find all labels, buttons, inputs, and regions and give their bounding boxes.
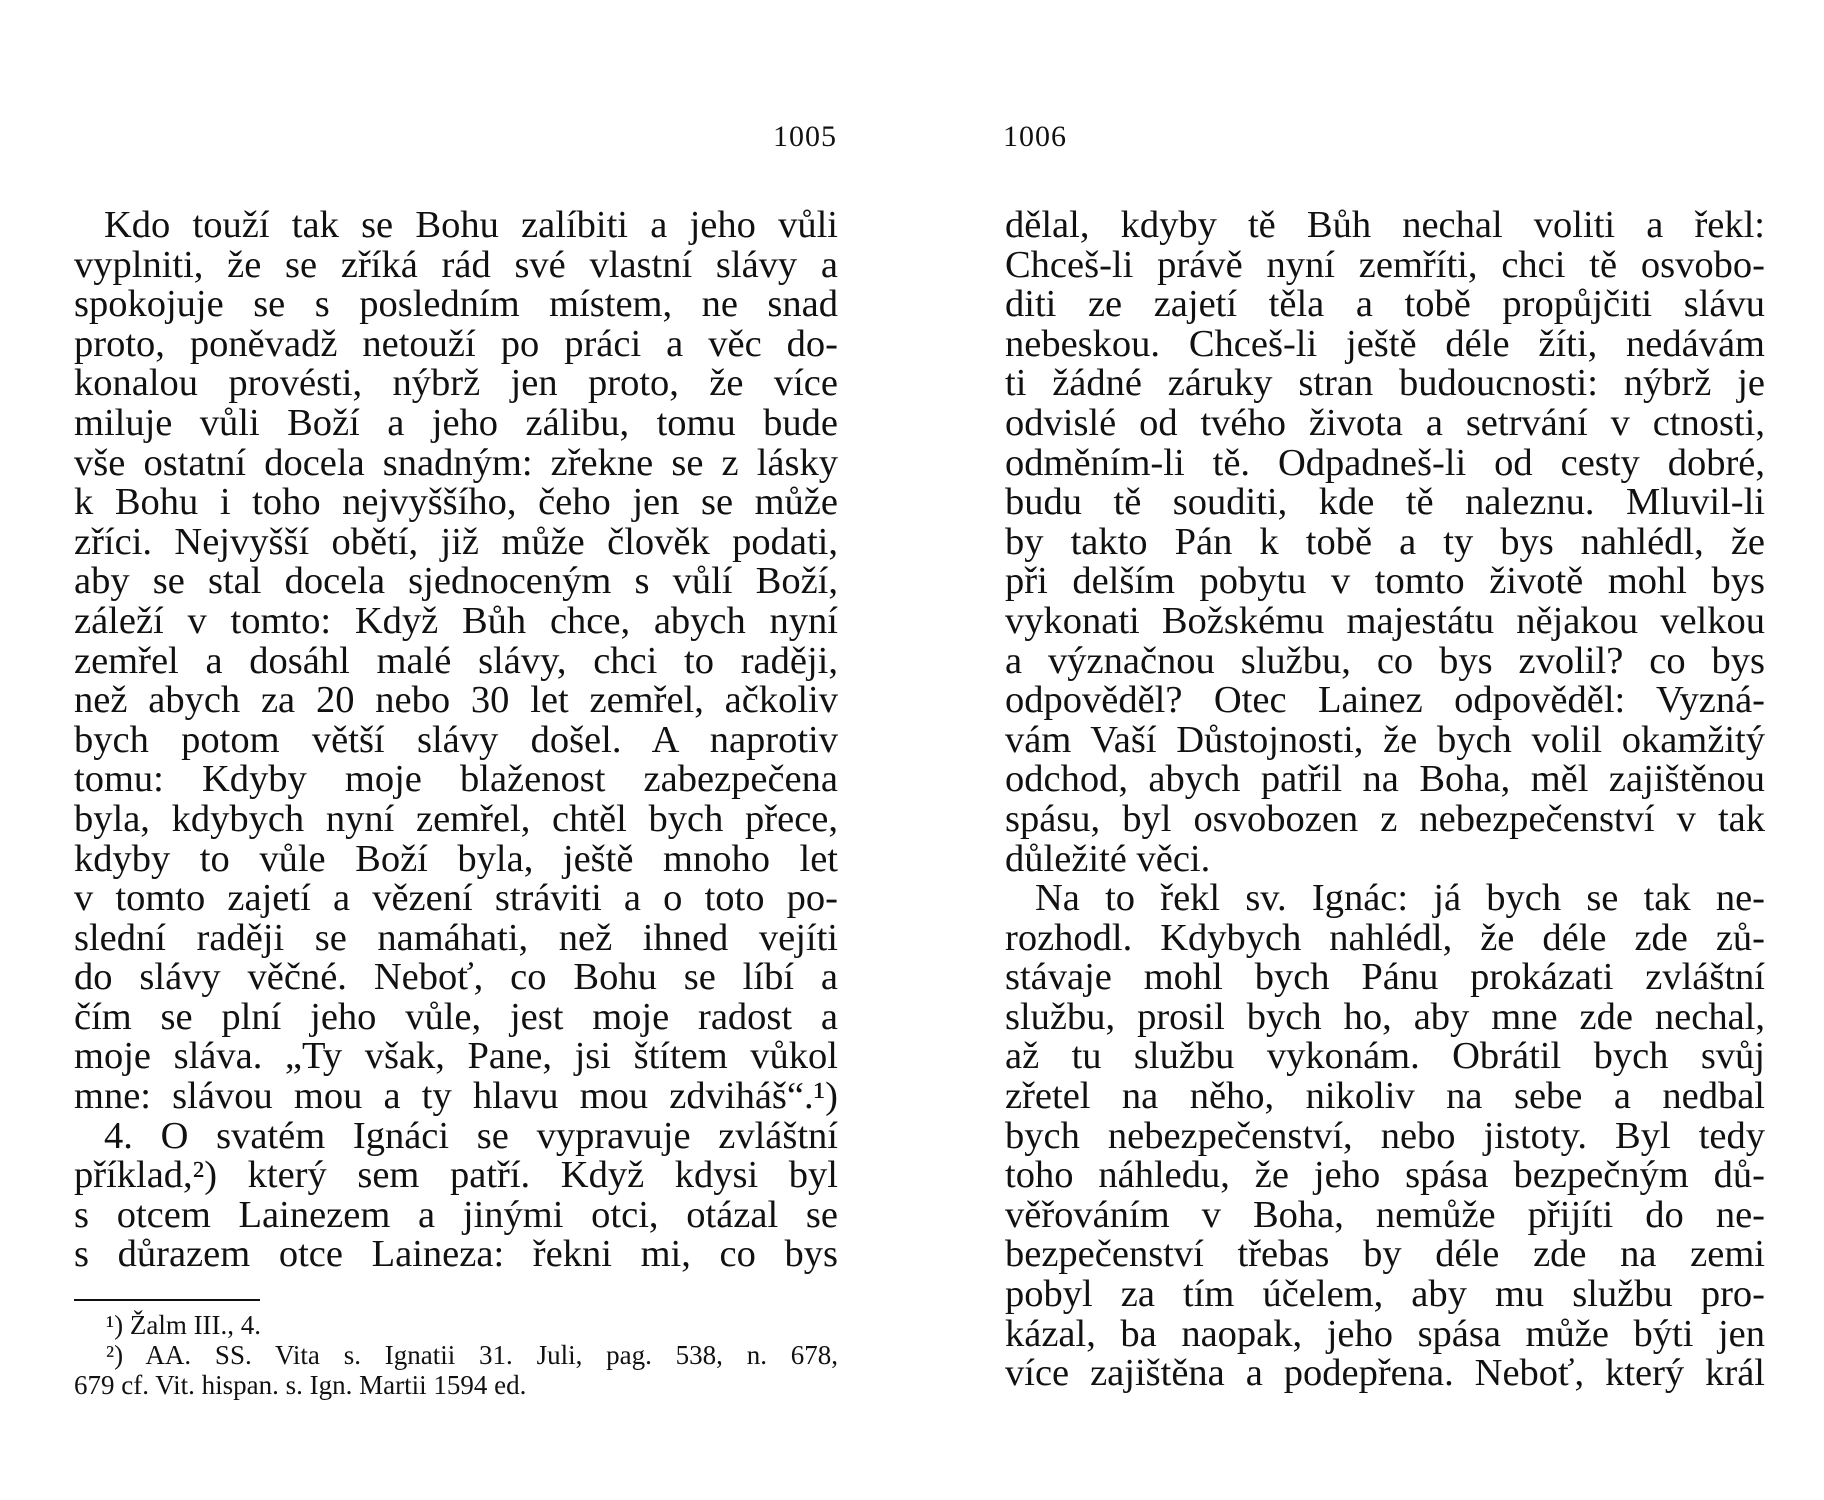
text-line: v tomto zajetí a vězení stráviti a o toto po- — [74, 877, 838, 920]
text-line: a význačnou službu, co bys zvolil? co bys — [1005, 639, 1765, 682]
text-line: při delším pobytu v tomto životě mohl bys — [1005, 560, 1765, 603]
text-line: Chceš-li právě nyní zemříti, chci tě osvobo- — [1005, 243, 1765, 286]
text-line: bych nebezpečenství, nebo jistoty. Byl tedy — [1005, 1114, 1765, 1157]
text-line: by takto Pán k tobě a ty bys nahlédl, že — [1005, 520, 1765, 563]
text-line: rozhodl. Kdybych nahlédl, že déle zde zů- — [1005, 916, 1765, 959]
text-line: příklad,²) který sem patří. Když kdysi byl — [74, 1154, 838, 1197]
text-line: vykonati Božskému majestátu nějakou velkou — [1005, 599, 1765, 642]
text-line: Na to řekl sv. Ignác: já bych se tak ne- — [1035, 877, 1765, 920]
text-line: s důrazem otce Laineza: řekni mi, co bys — [74, 1233, 838, 1276]
text-line: až tu službu vykonám. Obrátil bych svůj — [1005, 1035, 1765, 1078]
text-line: moje sláva. „Ty však, Pane, jsi štítem vůkol — [74, 1035, 838, 1078]
text-line: službu, prosil bych ho, aby mne zde nechal, — [1005, 995, 1765, 1038]
text-line: vám Vaší Důstojnosti, že bych volil okamžitý — [1005, 718, 1765, 761]
text-line: odvislé od tvého života a setrvání v ctnosti, — [1005, 401, 1765, 444]
left-page-text — [74, 206, 838, 1275]
text-line: více zajištěna a podepřena. Neboť, který král — [1005, 1352, 1765, 1395]
text-line: miluje vůli Boží a jeho zálibu, tomu bude — [74, 401, 838, 444]
footnote-divider — [74, 1299, 260, 1301]
text-line: věřováním v Boha, nemůže přijíti do ne- — [1005, 1193, 1765, 1236]
text-line: vyplniti, že se zříká rád své vlastní slávy a — [74, 243, 838, 286]
text-line: slední raději se namáhati, než ihned vejíti — [74, 916, 838, 959]
text-line: bezpečenství třebas by déle zde na zemi — [1005, 1233, 1765, 1276]
text-line: zříci. Nejvyšší obětí, již může člověk podati, — [74, 520, 838, 563]
text-line: Kdo touží tak se Bohu zalíbiti a jeho vůli — [104, 204, 838, 246]
text-line: konalou provésti, nýbrž jen proto, že více — [74, 362, 838, 405]
text-line: s otcem Lainezem a jinými otci, otázal se — [74, 1193, 838, 1236]
text-line: bych potom větší slávy došel. A naprotiv — [74, 718, 838, 761]
text-line: čím se plní jeho vůle, jest moje radost a — [74, 995, 838, 1038]
text-line: 4. O svatém Ignáci se vypravuje zvláštní — [104, 1114, 838, 1157]
page-number-left: 1005 — [773, 120, 837, 153]
text-line: mne: slávou mou a ty hlavu mou zdviháš“.¹) — [74, 1075, 838, 1118]
footnote-2-continued: 679 cf. Vit. hispan. s. Ign. Martii 1594 ed. — [74, 1370, 527, 1400]
text-line: tomu: Kdyby moje blaženost zabezpečena — [74, 758, 838, 801]
footnotes — [74, 1310, 838, 1400]
text-line: byla, kdybych nyní zemřel, chtěl bych přece, — [74, 797, 838, 840]
footnote-1: ¹) Žalm III., 4. — [106, 1310, 262, 1340]
text-line: odměním-li tě. Odpadneš-li od cesty dobré, — [1005, 441, 1765, 484]
text-line: odchod, abych patřil na Boha, měl zajištěnou — [1005, 758, 1765, 801]
text-line: proto, poněvadž netouží po práci a věc do- — [74, 322, 838, 365]
text-line: zřetel na něho, nikoliv na sebe a nedbal — [1005, 1075, 1765, 1118]
right-page-text — [1005, 206, 1765, 1394]
text-line: důležité věci. — [1005, 837, 1211, 880]
text-line: kázal, ba naopak, jeho spása může býti jen — [1005, 1312, 1765, 1355]
text-line: zemřel a dosáhl malé slávy, chci to raději, — [74, 639, 838, 682]
text-line: k Bohu i toho nejvyššího, čeho jen se může — [74, 481, 838, 524]
text-line: spokojuje se s posledním místem, ne snad — [74, 283, 838, 326]
text-line: nebeskou. Chceš-li ještě déle žíti, nedávám — [1005, 322, 1765, 365]
text-line: ti žádné záruky stran budoucnosti: nýbrž je — [1005, 362, 1765, 405]
text-line: vše ostatní docela snadným: zřekne se z lásky — [74, 441, 838, 484]
text-line: diti ze zajetí těla a tobě propůjčiti slávu — [1005, 283, 1765, 326]
text-line: stávaje mohl bych Pánu prokázati zvláštní — [1005, 956, 1765, 999]
text-line: aby se stal docela sjednoceným s vůlí Boží, — [74, 560, 838, 603]
text-line: spásu, byl osvobozen z nebezpečenství v tak — [1005, 797, 1765, 840]
text-line: kdyby to vůle Boží byla, ještě mnoho let — [74, 837, 838, 880]
footnote-2: ²) AA. SS. Vita s. Ignatii 31. Juli, pag. 538, n. 678, — [106, 1340, 838, 1370]
page-number-right: 1006 — [1003, 120, 1067, 153]
text-line: toho náhledu, že jeho spása bezpečným dů- — [1005, 1154, 1765, 1197]
text-line: do slávy věčné. Neboť, co Bohu se líbí a — [74, 956, 838, 999]
text-line: budu tě souditi, kde tě naleznu. Mluvil-li — [1005, 481, 1765, 524]
text-line: záleží v tomto: Když Bůh chce, abych nyní — [74, 599, 838, 642]
text-line: pobyl za tím účelem, aby mu službu pro- — [1005, 1273, 1765, 1316]
text-line: než abych za 20 nebo 30 let zemřel, ačkoliv — [74, 679, 838, 722]
text-line: odpověděl? Otec Lainez odpověděl: Vyzná- — [1005, 679, 1765, 722]
text-line: dělal, kdyby tě Bůh nechal voliti a řekl: — [1005, 204, 1765, 246]
